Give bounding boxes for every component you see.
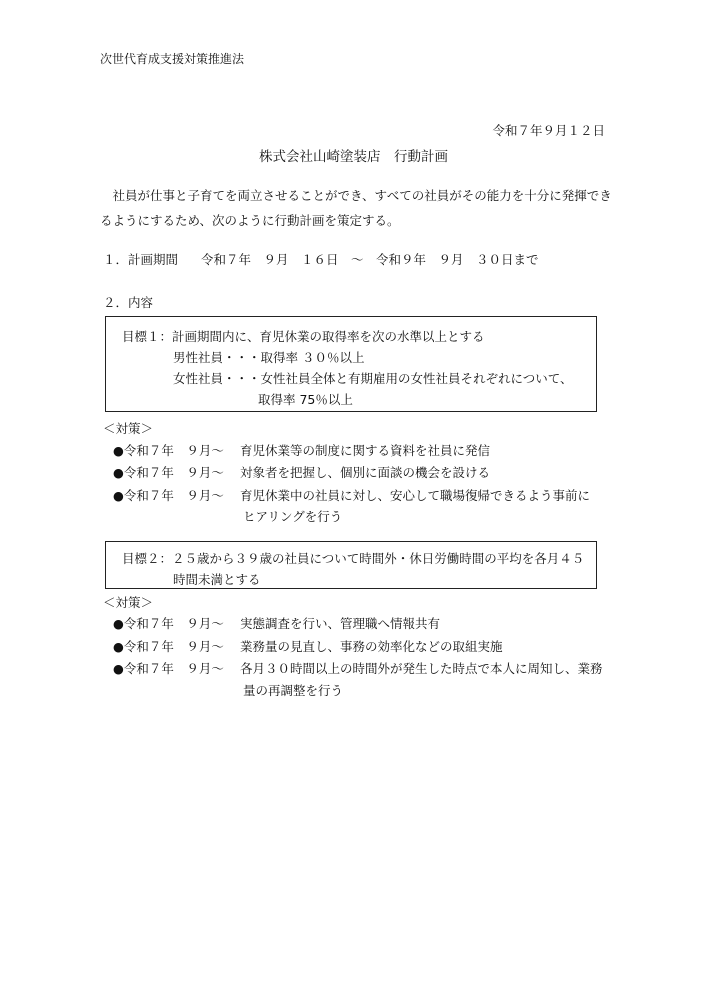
measure-item-text: 実態調査を行い、管理職へ情報共有 [240, 616, 441, 631]
measure-item-when: ●令和７年 ９月～ [113, 639, 224, 654]
measure-item-when: ●令和７年 ９月～ [113, 616, 224, 631]
measure-item-text: 育児休業等の制度に関する資料を社員に発信 [240, 443, 491, 458]
measure-item-when: ●令和７年 ９月～ [113, 465, 224, 480]
goal1-line1: 目標１：計画期間内に、育児休業の取得率を次の水準以上とする [122, 329, 485, 344]
measures1-heading: ＜対策＞ [103, 421, 154, 436]
measure-item-text: 育児休業中の社員に対し、安心して職場復帰できるよう事前に [240, 488, 591, 503]
measure-item [113, 441, 490, 459]
plan-period-value: 令和７年 ９月 １６日 ～ 令和９年 ９月 ３０日まで [201, 252, 539, 267]
plan-period [103, 250, 539, 268]
measure-item-when: ●令和７年 ９月～ [113, 488, 224, 503]
plan-period-label: １．計画期間 [103, 252, 179, 267]
measure-item [113, 486, 590, 504]
measure-item-when: ●令和７年 ９月～ [113, 661, 224, 676]
goal1-female: 女性社員・・・女性社員全体と有期雇用の女性社員それぞれについて、 [173, 371, 573, 386]
measures2-heading: ＜対策＞ [103, 595, 154, 610]
measure-item-continuation: 量の再調整を行う [243, 683, 344, 698]
measure-item [113, 659, 603, 677]
document-date: 令和７年９月１２日 [492, 123, 605, 138]
measure-item-text: 業務量の見直し、事務の効率化などの取組実施 [240, 639, 503, 654]
measure-item [113, 614, 440, 632]
measure-item [113, 463, 490, 481]
goal1-female-rate: 取得率 75％以上 [258, 392, 353, 407]
intro-paragraph: 社員が仕事と子育てを両立させることができ、すべての社員がその能力を十分に発揮できるようにするため、次のように行動計画を策定する。 [100, 188, 612, 228]
measure-item-when: ●令和７年 ９月～ [113, 443, 224, 458]
law-name: 次世代育成支援対策推進法 [100, 52, 245, 66]
measure-item-continuation: ヒアリングを行う [243, 509, 343, 524]
content-heading: ２．内容 [103, 295, 154, 310]
goal2-line1: 目標２：２５歳から３９歳の社員について時間外・休日労働時間の平均を各月４５ [122, 551, 585, 566]
goal2-line2: 時間未満とする [173, 572, 261, 587]
measure-item-text: 対象者を把握し、個別に面談の機会を設ける [240, 465, 491, 480]
goal1-male: 男性社員・・・取得率 ３０％以上 [173, 350, 365, 365]
measure-item [113, 637, 503, 655]
document-title: 株式会社山崎塗装店 行動計画 [259, 149, 448, 165]
measure-item-text: 各月３０時間以上の時間外が発生した時点で本人に周知し、業務 [240, 661, 603, 676]
